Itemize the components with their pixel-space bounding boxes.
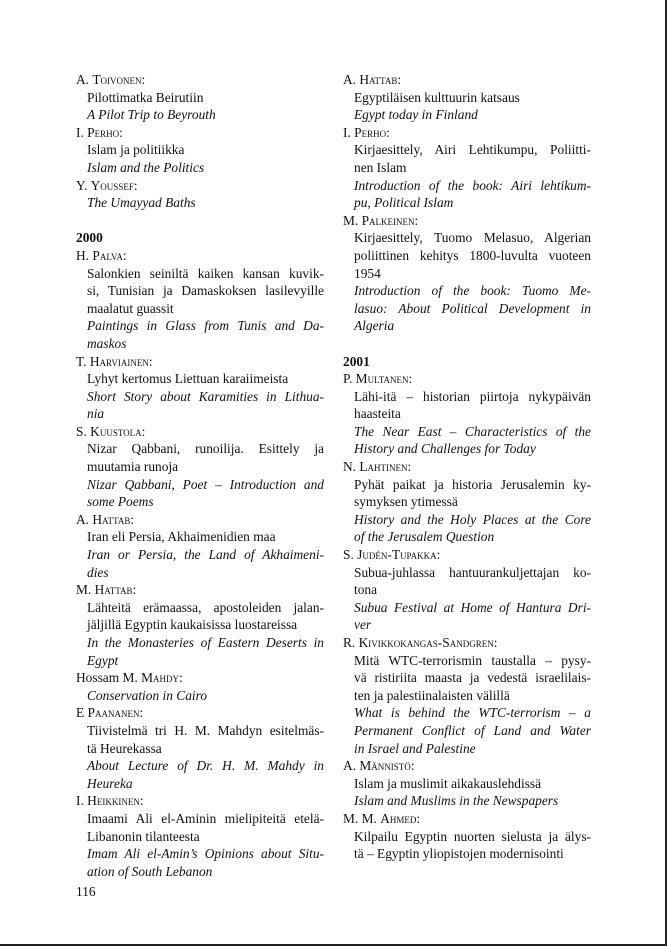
author-name [76, 704, 324, 722]
author-name [76, 71, 324, 89]
author-initials: S. [343, 547, 358, 563]
author-surname: Judén-Tupakka: [357, 547, 441, 563]
author-name [343, 124, 591, 142]
article-translation-line: Nizar Qabbani, Poet – Introduction and [87, 476, 324, 492]
author-surname: Multanen: [355, 371, 413, 387]
author-initials: S. [76, 423, 91, 439]
article-translation-line: pu, Political Islam [354, 195, 454, 211]
article-title-line: Salonkien seiniltä kaiken kansan kuvik- [87, 265, 324, 281]
author-surname: Toivonen: [92, 72, 146, 87]
article-title-line: vä ristiriita maasta ja vedestä israelilais- [354, 670, 591, 686]
article-title-line: si, Tunisian ja Damaskoksen lasilevyille [87, 283, 324, 299]
author-surname: Heikkinen: [87, 793, 144, 809]
article-title-line: Mitä WTC-terrorismin taustalla – pysy- [354, 652, 591, 668]
article-translation-line: History and the Holy Places at the Core [354, 511, 591, 527]
article-translation-line: Paintings in Glass from Tunis and Da- [87, 318, 324, 334]
author-name [76, 177, 324, 195]
author-name [76, 511, 324, 529]
article-translation-line: dies [87, 564, 109, 580]
article-title-line: muutamia runoja [87, 459, 179, 475]
article-translation-line: Subua Festival at Home of Hantura Dri- [354, 599, 591, 615]
author-initials: A. [76, 511, 93, 527]
article-translation-line: The Near East – Characteristics of the [354, 423, 591, 439]
author-surname: Ahmed: [380, 810, 421, 826]
article-title-line: ten ja palestiinalaisten välillä [354, 687, 510, 703]
author-initials: I. [76, 793, 88, 809]
author-surname: Kivikkokangas-Sandgren: [358, 635, 498, 650]
article-title-line: 1954 [354, 265, 381, 281]
article-translation-line: Conservation in Cairo [87, 687, 208, 703]
article-translation-line: Egypt [87, 652, 119, 668]
author-surname: Lahtinen: [359, 459, 412, 475]
article-translation-line: of the Jerusalem Question [354, 529, 495, 545]
article-title-line: Lähi-itä – historian piirtoja nykypäivän [354, 388, 591, 404]
left-column [76, 71, 324, 880]
article-translation-line: In the Monasteries of Eastern Deserts in [87, 635, 324, 650]
author-surname: Palva: [92, 247, 127, 263]
article-translation-line: A Pilot Trip to Beyrouth [87, 107, 216, 123]
author-surname: Perho: [354, 124, 390, 140]
article-translation-line: Short Story about Karamities in Lithua- [87, 388, 324, 404]
article-title-line: Libanonin tilanteesta [87, 828, 200, 844]
author-name [76, 247, 324, 265]
article-translation-line: Introduction of the book: Tuomo Me- [354, 283, 591, 299]
author-surname: Hattab: [94, 582, 137, 598]
article-title-line: Lyhyt kertomus Liettuan karaiimeista [87, 371, 289, 387]
article-translation-line: in Israel and Palestine [354, 740, 476, 756]
author-name [343, 212, 591, 230]
author-name [76, 581, 324, 599]
author-name [76, 669, 324, 687]
author-initials: A. [76, 72, 93, 87]
article-title-line: Lähteitä erämaassa, apostoleiden jalan- [87, 599, 324, 615]
article-title-line: Pilottimatka Beirutiin [87, 89, 204, 105]
article-title-line: Kirjaesittely, Tuomo Melasuo, Algerian [354, 230, 591, 246]
article-translation-line: Egypt today in Finland [354, 107, 478, 123]
author-surname: Kuustola: [90, 423, 146, 439]
author-surname: Männistö: [359, 758, 415, 774]
article-translation-line: some Poems [87, 494, 154, 510]
author-initials: E [76, 705, 88, 721]
article-translation-line: The Umayyad Baths [87, 195, 196, 211]
article-title-line: tä Heurekassa [87, 740, 162, 756]
article-translation-line: lasuo: About Political Development in [354, 300, 591, 316]
author-initials: R. [343, 635, 359, 650]
author-name [76, 423, 324, 441]
article-translation-line: Heureka [87, 775, 133, 791]
article-translation-line: ation of South Lebanon [87, 863, 213, 879]
author-initials: I. [343, 124, 355, 140]
author-initials: Hossam M. [76, 670, 142, 686]
author-surname: Mahdy: [141, 670, 183, 686]
article-translation-line: Imam Ali el-Amin’s Opinions about Situ- [87, 846, 324, 862]
article-translation-line: Iran or Persia, the Land of Akhaimeni- [87, 547, 324, 563]
author-surname: Perho: [87, 124, 123, 140]
article-translation-line: Islam and the Politics [87, 159, 205, 175]
author-initials: Y. [76, 177, 91, 193]
article-title-line: symyksen ytimessä [354, 494, 458, 510]
author-surname: Palkeinen: [361, 212, 419, 228]
article-title-line: jäljillä Egyptin kaukaisissa luostareissa [87, 617, 298, 633]
author-name [343, 810, 591, 828]
author-initials: I. [76, 124, 88, 140]
article-title-line: Tiivistelmä tri H. M. Mahdyn esitelmäs- [87, 722, 324, 738]
author-initials: P. [343, 371, 356, 387]
article-title-line: tona [354, 582, 378, 598]
author-name [343, 546, 591, 564]
page-number: 116 [76, 884, 96, 899]
author-name [76, 792, 324, 810]
author-initials: H. [76, 247, 93, 263]
article-translation-line: Permanent Conflict of Land and Water [354, 722, 591, 738]
article-title-line: Subua-juhlassa hantuurankuljettajan ko- [354, 564, 591, 580]
article-title-line: Islam ja politiikka [87, 142, 185, 158]
author-name [343, 757, 591, 775]
author-initials: A. [343, 758, 360, 774]
year-heading: 2001 [343, 353, 370, 369]
article-title-line: Iran eli Persia, Akhaimenidien maa [87, 529, 276, 545]
author-initials: M. [343, 212, 362, 228]
article-title-line: maalatut guassit [87, 300, 174, 316]
article-translation-line: ver [354, 617, 372, 633]
article-title-line: tä – Egyptin yliopistojen modernisointi [354, 846, 564, 862]
article-title-line: Pyhät paikat ja historia Jerusalemin ky- [354, 476, 591, 492]
author-name [76, 124, 324, 142]
author-initials: A. [343, 72, 360, 87]
author-initials: N. [343, 459, 360, 475]
article-title-line: Kirjaesittely, Airi Lehtikumpu, Poliitti- [354, 142, 591, 158]
article-title-line: Nizar Qabbani, runoilija. Esittely ja [87, 441, 324, 457]
article-translation-line: About Lecture of Dr. H. M. Mahdy in [87, 758, 324, 774]
article-title-line: Kilpailu Egyptin nuorten sielusta ja älys- [354, 828, 591, 844]
article-translation-line: nia [87, 406, 105, 422]
author-name [343, 370, 591, 388]
author-surname: Youssef: [90, 177, 138, 193]
author-surname: Hattab: [359, 72, 402, 87]
article-translation-line: Islam and Muslims in the Newspapers [354, 793, 559, 809]
article-title-line: haasteita [354, 406, 401, 422]
author-name [76, 353, 324, 371]
author-initials: T. [76, 353, 90, 369]
article-translation-line: maskos [87, 335, 127, 351]
author-name [343, 634, 591, 652]
author-surname: Harviainen: [89, 353, 153, 369]
article-title-line: Imaami Ali el-Aminin mielipiteitä etelä- [87, 810, 324, 826]
author-surname: Paananen: [87, 705, 144, 721]
author-surname: Hattab: [92, 511, 135, 527]
author-initials: M. [76, 582, 95, 598]
article-translation-line: Introduction of the book: Airi lehtikum- [354, 177, 591, 193]
article-title-line: Islam ja muslimit aikakauslehdissä [354, 775, 542, 791]
article-title-line: poliittinen kehitys 1800-luvulta vuoteen [354, 247, 591, 263]
year-heading: 2000 [76, 230, 103, 246]
author-name [343, 71, 591, 89]
article-translation-line: History and Challenges for Today [354, 441, 536, 457]
article-translation-line: Algeria [354, 318, 395, 334]
article-translation-line: What is behind the WTC-terrorism – a [354, 705, 591, 721]
article-title-line: nen Islam [354, 159, 407, 175]
article-title-line: Egyptiläisen kulttuurin katsaus [354, 89, 520, 105]
right-column [343, 71, 591, 863]
author-initials: M. M. [343, 810, 381, 826]
author-name [343, 458, 591, 476]
